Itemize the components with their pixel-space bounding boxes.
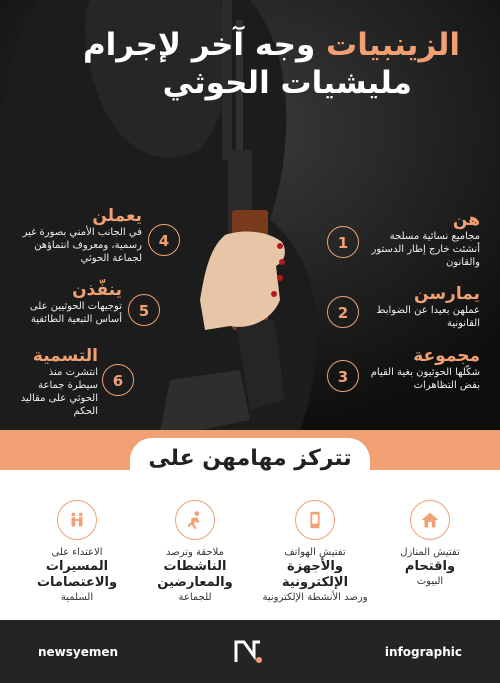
item-4 — [22, 206, 142, 265]
task-phones-post: ورصد الأنشطة الإلكترونية — [262, 592, 368, 603]
task-assault — [22, 500, 132, 604]
task-house-pre: تفتيش المنازل — [400, 547, 460, 558]
item-1-text: مجاميع نسائية مسلحة أنشئت خارج إطار الدستور والقانون — [371, 231, 480, 268]
item-5-text: توجيهات الحوثيين على أساس التبعية الطائفية — [29, 301, 122, 325]
item-3-text: شكّلها الحوثيون بغية القيام بفض التظاهرات — [370, 367, 480, 391]
item-2-text: عملهن بعيدا عن الضوابط القانونية — [376, 305, 480, 329]
footer-label: infographic — [384, 645, 462, 659]
phone-icon — [295, 500, 335, 540]
task-chase-post: للجماعة — [178, 592, 212, 603]
title-line1: وجه آخر لإجرام — [82, 27, 327, 63]
item-5-number: 5 — [128, 294, 160, 326]
item-1 — [365, 210, 480, 269]
item-4-head: يعملن — [92, 206, 142, 226]
title-line2: مليشيات الحوثي — [162, 64, 412, 101]
task-house-big: واقتحام — [404, 559, 456, 574]
item-6-number: 6 — [102, 364, 134, 396]
item-1-head: هن — [452, 210, 480, 230]
focus-title: تتركز مهامهن على — [148, 446, 352, 471]
footer-brand[interactable]: newsyemen — [38, 645, 119, 659]
item-4-text: في الجانب الأمني بصورة غير رسمية، ومعروف انتماؤهن لجماعة الحوثي — [22, 227, 142, 264]
task-assault-big: المسيرات والاعتصامات — [36, 559, 118, 590]
task-chase-big: الناشطات والمعارضين — [157, 559, 233, 590]
task-assault-pre: الاعتداء على — [51, 547, 103, 558]
task-chase-pre: ملاحقة وترصد — [166, 547, 224, 558]
task-house — [375, 500, 485, 588]
task-assault-post: السلمية — [60, 592, 94, 603]
item-5-head: ينفّذن — [72, 280, 122, 300]
item-4-number: 4 — [148, 224, 180, 256]
item-3-head: مجموعة — [413, 346, 480, 366]
item-2-number: 2 — [327, 296, 359, 328]
item-2 — [365, 284, 480, 330]
page-title — [10, 28, 460, 101]
task-phones-big: والأجهزة الإلكترونية — [281, 559, 349, 590]
item-2-head: يمارسن — [414, 284, 480, 304]
item-3-number: 3 — [327, 360, 359, 392]
newsyemen-logo-icon — [232, 636, 266, 666]
task-phones-pre: تفتيش الهواتف — [284, 547, 346, 558]
task-phones — [260, 500, 370, 604]
title-accent: الزينبيات — [326, 27, 460, 63]
item-5 — [22, 280, 122, 326]
item-1-number: 1 — [327, 226, 359, 258]
item-6 — [20, 346, 98, 418]
item-6-head: التسمية — [32, 346, 98, 366]
house-icon — [410, 500, 450, 540]
assault-icon — [57, 500, 97, 540]
task-house-post: البيوت — [416, 576, 444, 587]
task-chase — [140, 500, 250, 604]
item-6-text: انتشرت منذ سيطرة جماعة الحوثي على مقاليد الحكم — [20, 367, 98, 417]
chase-icon — [175, 500, 215, 540]
footer — [0, 620, 500, 683]
item-3 — [365, 346, 480, 392]
